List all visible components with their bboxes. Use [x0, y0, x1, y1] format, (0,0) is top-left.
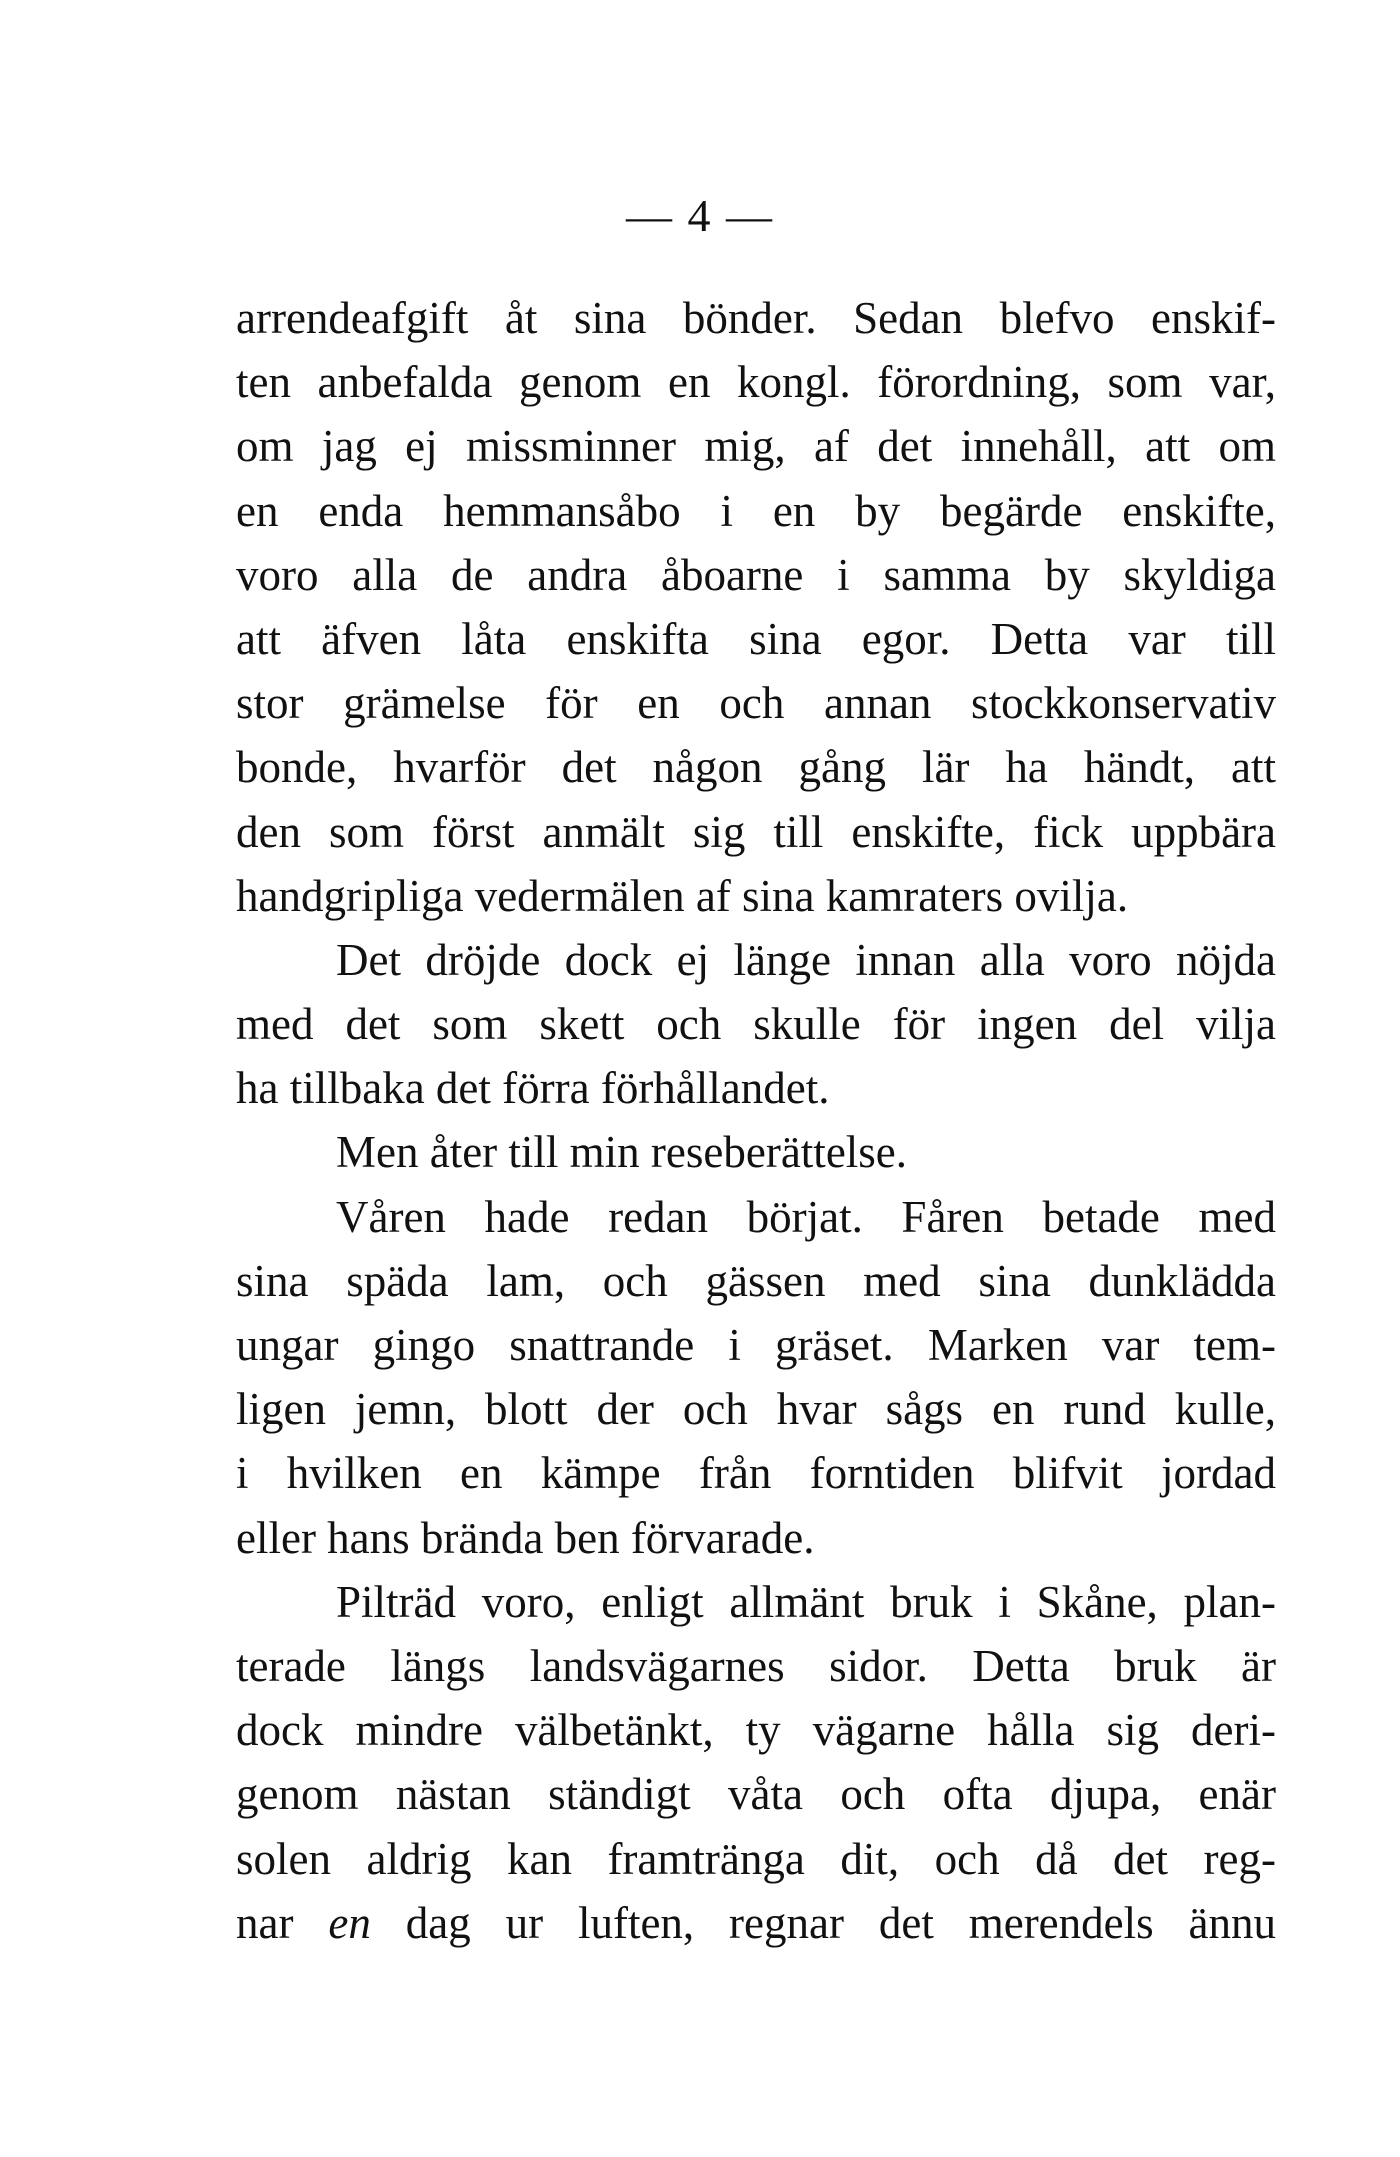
text-line: ha tillbaka det förra förhållandet. [236, 1063, 830, 1114]
paragraph-first-line: Våren hade redan börjat. Fåren betade med [336, 1191, 1276, 1242]
text-line: terade längs landsvägarnes sidor. Detta bruk är [236, 1640, 1276, 1691]
text-line: sina späda lam, och gässen med sina dunklädda [236, 1255, 1276, 1306]
text-line: ligen jemn, blott der och hvar sågs en rund kulle, [236, 1384, 1276, 1435]
text-line: om jag ej missminner mig, af det innehåll, att om [236, 421, 1276, 472]
text-line: den som först anmält sig till enskifte, fick uppbära [236, 806, 1276, 857]
text-line: bonde, hvarför det någon gång lär ha händt, att [236, 742, 1276, 793]
paragraph-first-line: Det dröjde dock ej länge innan alla voro nöjda [336, 934, 1276, 985]
paragraph-first-line: Pilträd voro, enligt allmänt bruk i Skåne, plan- [336, 1576, 1276, 1627]
text-line: att äfven låta enskifta sina egor. Detta var till [236, 613, 1276, 664]
text-line: dock mindre välbetänkt, ty vägarne hålla sig deri- [236, 1705, 1276, 1756]
text-line: solen aldrig kan framtränga dit, och då det reg- [236, 1833, 1276, 1884]
text-line: eller hans brända ben förvarade. [236, 1512, 815, 1563]
body-text [236, 286, 1276, 1955]
text-line: handgripliga vedermälen af sina kamraters ovilja. [236, 870, 1129, 921]
text-line: med det som skett och skulle för ingen del vilja [236, 999, 1276, 1050]
paragraph-first-line: Men åter till min reseberättelse. [336, 1127, 908, 1178]
text-line: arrendeafgift åt sina bönder. Sedan blefvo enskif- [236, 293, 1276, 343]
text-line: stor grämelse för en och annan stockkonservativ [236, 678, 1276, 729]
emphasized-word: en [328, 1897, 371, 1948]
final-line-start: nar [236, 1897, 294, 1948]
text-line: genom nästan ständigt våta och ofta djupa, enär [236, 1769, 1276, 1820]
text-line: voro alla de andra åboarne i samma by skyldiga [236, 549, 1276, 600]
final-line-end: dag ur luften, regnar det merendels ännu [405, 1897, 1277, 1948]
text-line: ungar gingo snattrande i gräset. Marken var tem- [236, 1320, 1276, 1370]
text-line: i hvilken en kämpe från forntiden blifvit jordad [236, 1448, 1276, 1499]
text-line: ten anbefalda genom en kongl. förordning, som var, [236, 357, 1276, 408]
text-line-final [236, 1891, 1276, 1955]
page-number: — 4 — [626, 190, 774, 241]
text-line: en enda hemmansåbo i en by begärde enskifte, [236, 485, 1276, 536]
